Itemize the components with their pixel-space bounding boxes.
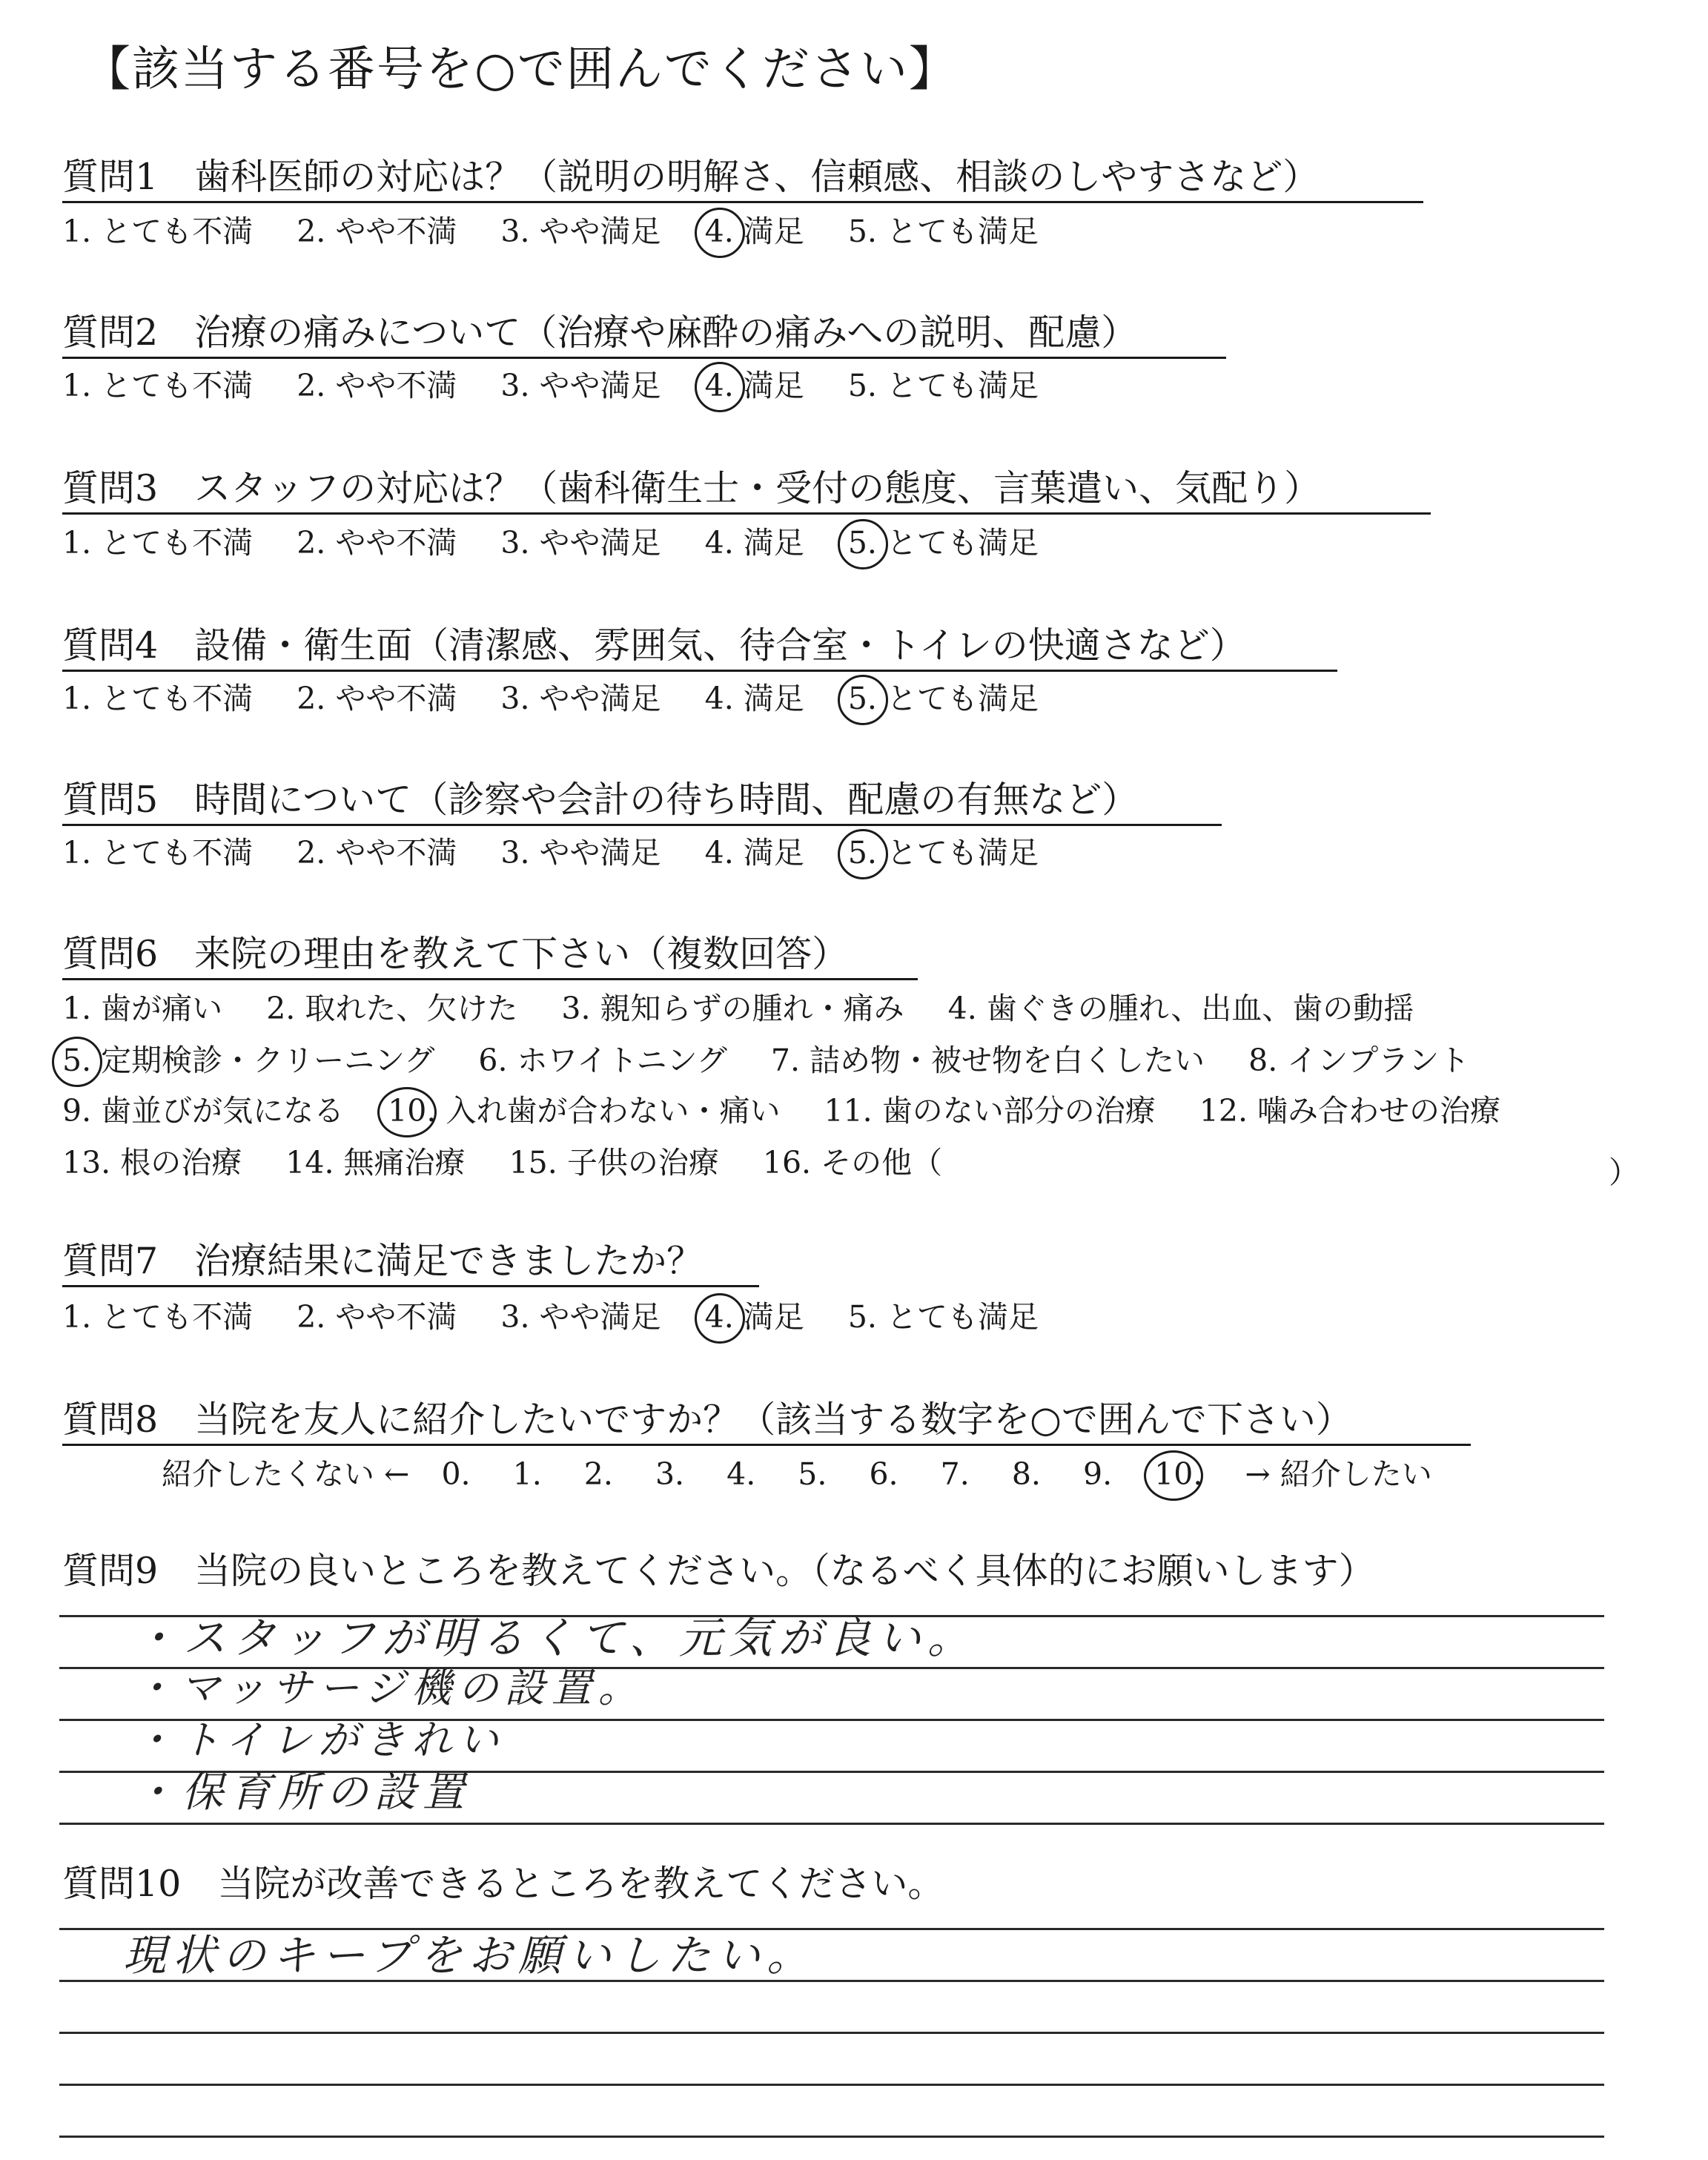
form-heading: 【該当する番号を○で囲んでください】: [83, 42, 958, 97]
question-5-options: [62, 835, 1073, 871]
q7-option-1[interactable]: 1. とても不満: [62, 1299, 254, 1335]
q8-score-6[interactable]: 6.: [869, 1456, 898, 1492]
q9-handwritten-answer-4[interactable]: ・保育所の設置: [133, 1768, 471, 1817]
question-6-row-3: [62, 1093, 1535, 1129]
q8-score-9[interactable]: 9.: [1082, 1456, 1113, 1492]
q6-option-10-selected[interactable]: 10. 入れ歯が合わない・痛い: [388, 1093, 781, 1129]
q2-option-5[interactable]: 5. とても満足: [847, 368, 1039, 403]
question-10-title: 質問10 当院が改善できるところを教えてください。: [62, 1863, 944, 1905]
q1-option-1[interactable]: 1. とても不満: [62, 214, 254, 249]
question-8-scale: [162, 1456, 1432, 1492]
q8-score-2[interactable]: 2.: [583, 1456, 613, 1492]
question-6-row-1: [62, 991, 1448, 1026]
question-1-options: [62, 214, 1073, 249]
question-5-title: 質問5 時間について（診察や会計の待ち時間、配慮の有無など）: [62, 782, 1222, 826]
q1-option-4-selected[interactable]: 4. 満足: [704, 214, 804, 249]
q6-option-4[interactable]: 4. 歯ぐきの腫れ、出血、歯の動揺: [947, 991, 1414, 1026]
question-1-title: 質問1 歯科医師の対応は？（説明の明解さ、信頼感、相談のしやすさなど）: [62, 159, 1423, 203]
question-3-options: [62, 525, 1073, 561]
q6-option-1[interactable]: 1. 歯が痛い: [62, 991, 223, 1026]
q1-option-2[interactable]: 2. やや不満: [297, 214, 457, 249]
q3-option-4[interactable]: 4. 満足: [704, 525, 804, 561]
q5-option-2[interactable]: 2. やや不満: [297, 835, 457, 871]
q2-option-4-selected[interactable]: 4. 満足: [704, 368, 804, 403]
q9-answer-line: [59, 1823, 1604, 1825]
question-7-title: 質問7 治療結果に満足できましたか？: [62, 1243, 759, 1287]
q8-score-0[interactable]: 0.: [441, 1456, 471, 1492]
q6-option-14[interactable]: 14. 無痛治療: [285, 1145, 466, 1180]
q2-option-2[interactable]: 2. やや不満: [297, 368, 457, 403]
q3-option-3[interactable]: 3. やや満足: [500, 525, 661, 561]
question-2-options: [62, 368, 1073, 403]
question-6-title: 質問6 来院の理由を教えて下さい（複数回答）: [62, 936, 918, 980]
q9-handwritten-answer-1[interactable]: ・スタッフが明るくて、元気が良い。: [133, 1613, 977, 1663]
q2-option-1[interactable]: 1. とても不満: [62, 368, 254, 403]
q6-option-7[interactable]: 7. 詰め物・被せ物を白くしたい: [770, 1043, 1205, 1078]
q10-answer-line: [59, 2136, 1604, 2138]
q8-left-label: 紹介したくない ←: [162, 1456, 410, 1492]
q10-handwritten-answer-1[interactable]: 現状のキープをお願いしたい。: [123, 1930, 817, 1981]
q8-score-7[interactable]: 7.: [940, 1456, 970, 1492]
q6-other-close-paren: ）: [1609, 1155, 1639, 1190]
question-4-title: 質問4 設備・衛生面（清潔感、雰囲気、待合室・トイレの快適さなど）: [62, 627, 1337, 672]
q8-score-4[interactable]: 4.: [726, 1456, 756, 1492]
q9-handwritten-answer-2[interactable]: ・マッサージ機の設置。: [133, 1665, 645, 1711]
q6-option-2[interactable]: 2. 取れた、欠けた: [266, 991, 518, 1026]
q6-option-8[interactable]: 8. インプラント: [1248, 1043, 1470, 1078]
q10-answer-line: [59, 2032, 1604, 2034]
q5-option-5-selected[interactable]: 5. とても満足: [847, 835, 1039, 871]
q6-option-5-selected[interactable]: 5. 定期検診・クリーニング: [62, 1043, 435, 1078]
q8-score-10-selected[interactable]: 10.: [1154, 1456, 1203, 1492]
q8-right-label: → 紹介したい: [1245, 1456, 1432, 1492]
q6-option-13[interactable]: 13. 根の治療: [62, 1145, 242, 1180]
question-9-title: 質問9 当院の良いところを教えてください。（なるべく具体的にお願いします）: [62, 1550, 1375, 1592]
q2-option-3[interactable]: 3. やや満足: [500, 368, 661, 403]
q7-option-4-selected[interactable]: 4. 満足: [704, 1299, 804, 1335]
q7-option-3[interactable]: 3. やや満足: [500, 1299, 661, 1335]
q8-score-3[interactable]: 3.: [655, 1456, 685, 1492]
q6-option-11[interactable]: 11. 歯のない部分の治療: [824, 1093, 1156, 1129]
q8-score-5[interactable]: 5.: [798, 1456, 827, 1492]
q8-score-1[interactable]: 1.: [512, 1456, 542, 1492]
q1-option-5[interactable]: 5. とても満足: [847, 214, 1039, 249]
q5-option-4[interactable]: 4. 満足: [704, 835, 804, 871]
q3-option-5-selected[interactable]: 5. とても満足: [847, 525, 1039, 561]
q4-option-2[interactable]: 2. やや不満: [297, 681, 457, 716]
question-6-row-4: [62, 1145, 976, 1180]
q6-option-3[interactable]: 3. 親知らずの腫れ・痛み: [561, 991, 904, 1026]
question-7-options: [62, 1299, 1073, 1335]
q5-option-1[interactable]: 1. とても不満: [62, 835, 254, 871]
question-8-title: 質問8 当院を友人に紹介したいですか？（該当する数字を○で囲んで下さい）: [62, 1401, 1471, 1446]
q4-option-5-selected[interactable]: 5. とても満足: [847, 681, 1039, 716]
q6-option-6[interactable]: 6. ホワイトニング: [478, 1043, 727, 1078]
q4-option-4[interactable]: 4. 満足: [704, 681, 804, 716]
question-4-options: [62, 681, 1073, 716]
q1-option-3[interactable]: 3. やや満足: [500, 214, 661, 249]
question-6-row-2: [62, 1043, 1503, 1078]
question-2-title: 質問2 治療の痛みについて（治療や麻酔の痛みへの説明、配慮）: [62, 314, 1226, 359]
q7-option-5[interactable]: 5. とても満足: [847, 1299, 1039, 1335]
q10-answer-line: [59, 2084, 1604, 2086]
q3-option-2[interactable]: 2. やや不満: [297, 525, 457, 561]
q6-option-12[interactable]: 12. 噛み合わせの治療: [1199, 1093, 1501, 1129]
q6-option-16-other[interactable]: 16. その他（: [762, 1145, 943, 1180]
q6-option-15[interactable]: 15. 子供の治療: [509, 1145, 719, 1180]
q7-option-2[interactable]: 2. やや不満: [297, 1299, 457, 1335]
q4-option-3[interactable]: 3. やや満足: [500, 681, 661, 716]
q5-option-3[interactable]: 3. やや満足: [500, 835, 661, 871]
question-3-title: 質問3 スタッフの対応は？（歯科衛生士・受付の態度、言葉遣い、気配り）: [62, 470, 1431, 515]
q3-option-1[interactable]: 1. とても不満: [62, 525, 254, 561]
q6-option-9[interactable]: 9. 歯並びが気になる: [62, 1093, 345, 1129]
q9-handwritten-answer-3[interactable]: ・トイレがきれい: [133, 1717, 506, 1763]
q4-option-1[interactable]: 1. とても不満: [62, 681, 254, 716]
q8-score-8[interactable]: 8.: [1011, 1456, 1041, 1492]
